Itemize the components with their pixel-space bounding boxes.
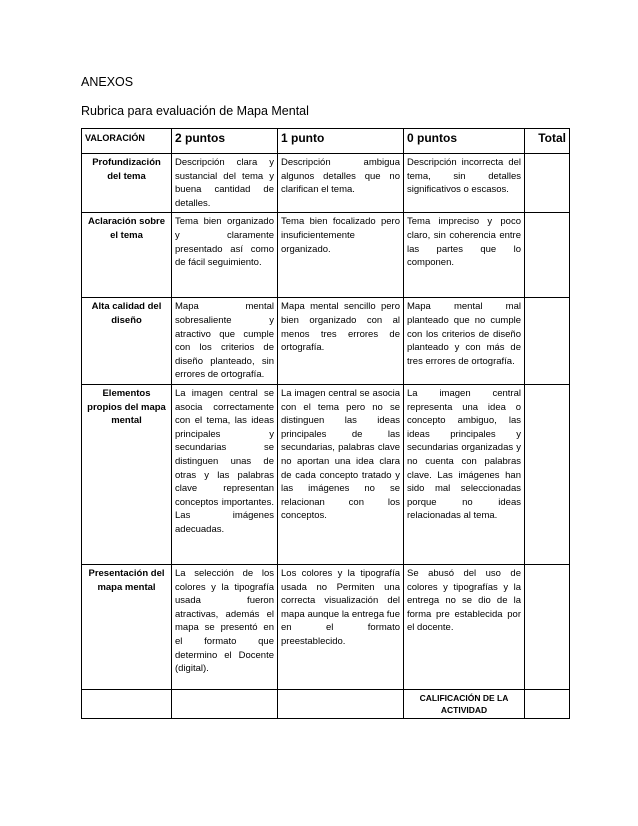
final-grade-row — [82, 689, 570, 718]
criterion-cell: Elementos propios del mapa mental — [82, 384, 172, 564]
zero-points-cell: Descripción incorrecta del tema, sin detalles significativos o escasos. — [404, 154, 525, 213]
table-row — [82, 213, 570, 298]
criterion-cell: Presentación del mapa mental — [82, 564, 172, 689]
rubric-subtitle: Rubrica para evaluación de Mapa Mental — [81, 104, 309, 118]
empty-cell — [278, 689, 404, 718]
total-cell — [525, 213, 570, 298]
table-row — [82, 564, 570, 689]
final-grade-label: CALIFICACIÓN DE LA ACTIVIDAD — [404, 689, 525, 718]
total-cell — [525, 384, 570, 564]
zero-points-cell: Se abusó del uso de colores y tipografías y la entrega no se dio de la forma pre establecida por el docente. — [404, 564, 525, 689]
total-cell — [525, 154, 570, 213]
zero-points-cell: Tema impreciso y poco claro, sin coherencia entre las partes que lo componen. — [404, 213, 525, 298]
annex-title: ANEXOS — [81, 75, 134, 89]
one-point-cell: Descripción ambigua algunos detalles que no clarifican el tema. — [278, 154, 404, 213]
table-row — [82, 298, 570, 385]
criterion-cell: Aclaración sobre el tema — [82, 213, 172, 298]
header-row — [82, 129, 570, 154]
header-0-puntos: 0 puntos — [404, 129, 525, 154]
criterion-cell: Profundización del tema — [82, 154, 172, 213]
empty-cell — [82, 689, 172, 718]
two-points-cell: Mapa mental sobresaliente y atractivo que cumple con los criterios de diseño planteado, sin errores de ortografía. — [172, 298, 278, 385]
header-total: Total — [525, 129, 570, 154]
one-point-cell: Mapa mental sencillo pero bien organizado con al menos tres errores de ortografía. — [278, 298, 404, 385]
two-points-cell: Tema bien organizado y claramente presentado así como de fácil seguimiento. — [172, 213, 278, 298]
header-valoracion: VALORACIÓN — [82, 129, 172, 154]
zero-points-cell: La imagen central representa una idea o concepto ambiguo, las ideas principales y secundarias organizadas y no cuenta con palabras clave. Las imágenes han sido mal seleccionadas porque no ideas relacionadas al tema. — [404, 384, 525, 564]
final-grade-total-cell — [525, 689, 570, 718]
two-points-cell: La imagen central se asocia correctamente con el tema, las ideas principales y secundarias se distinguen unas de otras y las palabras clave representan conceptos importantes. Las imágenes adecuadas. — [172, 384, 278, 564]
two-points-cell: Descripción clara y sustancial del tema y buena cantidad de detalles. — [172, 154, 278, 213]
one-point-cell: Tema bien focalizado pero insuficientemente organizado. — [278, 213, 404, 298]
total-cell — [525, 564, 570, 689]
table-row — [82, 384, 570, 564]
zero-points-cell: Mapa mental mal planteado que no cumple con los criterios de diseño planteado y con más de tres errores de ortografía. — [404, 298, 525, 385]
table-row — [82, 154, 570, 213]
header-1-punto: 1 punto — [278, 129, 404, 154]
two-points-cell: La selección de los colores y la tipografía usada fueron atractivas, además el mapa se presentó en el formato que determino el Docente (digital). — [172, 564, 278, 689]
rubric-table — [81, 128, 570, 719]
one-point-cell: Los colores y la tipografía usada no Permiten una correcta visualización del mapa aunque la entrega fue en el formato preestablecido. — [278, 564, 404, 689]
header-2-puntos: 2 puntos — [172, 129, 278, 154]
criterion-cell: Alta calidad del diseño — [82, 298, 172, 385]
one-point-cell: La imagen central se asocia con el tema pero no se distinguen las ideas principales de las secundarias, palabras clave no aportan una idea clara de cada concepto tratado y las imágenes no se relacionan con los conceptos. — [278, 384, 404, 564]
total-cell — [525, 298, 570, 385]
empty-cell — [172, 689, 278, 718]
